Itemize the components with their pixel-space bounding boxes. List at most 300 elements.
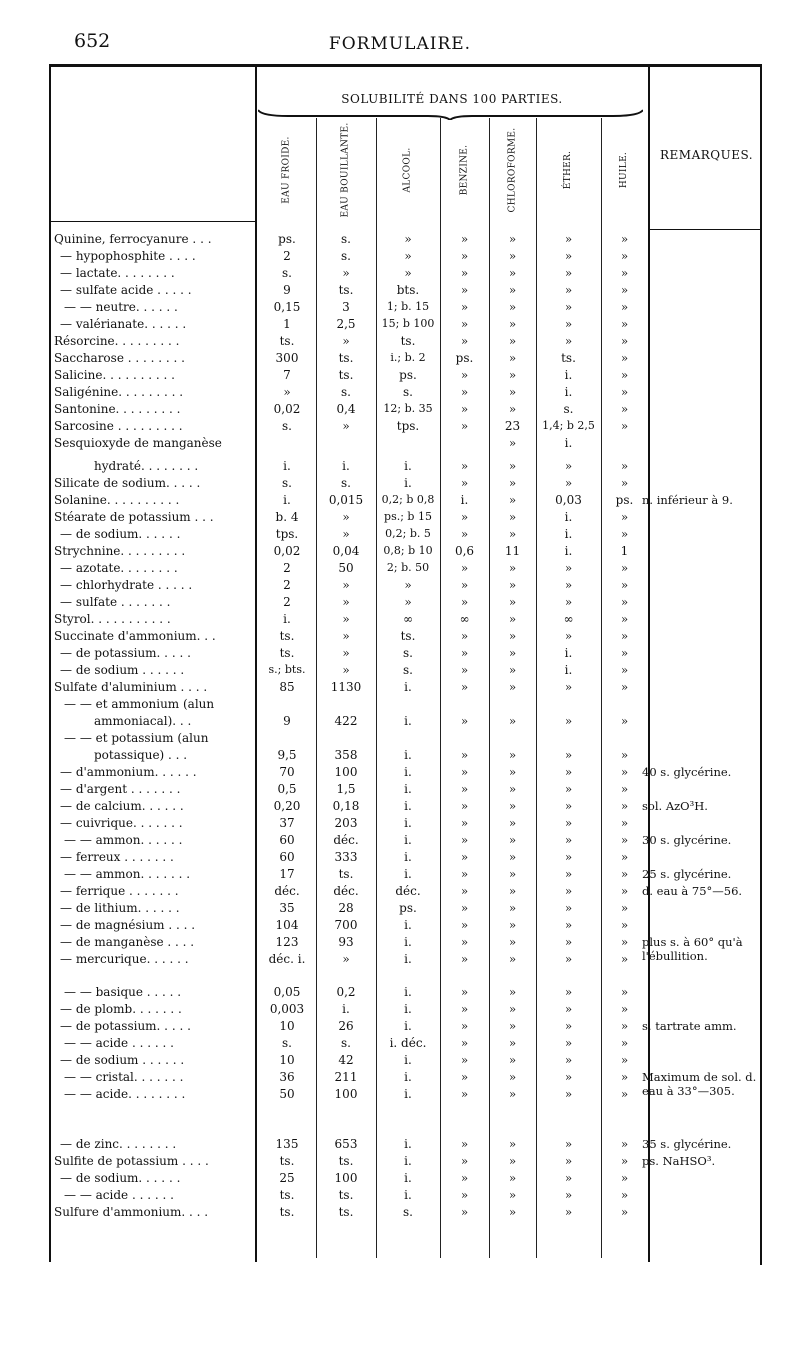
cell-benzine: » bbox=[460, 510, 469, 524]
cell-huile: » bbox=[620, 1070, 629, 1084]
cell-ether: » bbox=[564, 1002, 573, 1016]
cell-chloroforme: » bbox=[508, 561, 517, 575]
cell-benzine: » bbox=[460, 833, 469, 847]
cell-benzine: » bbox=[460, 283, 469, 297]
cell-huile: » bbox=[620, 833, 629, 847]
table-row bbox=[0, 1171, 800, 1188]
table-row bbox=[0, 595, 800, 612]
cell-ether: » bbox=[564, 680, 573, 694]
cell-benzine: » bbox=[460, 782, 469, 796]
table-row bbox=[0, 1188, 800, 1205]
cell-eau-froide: 1 bbox=[283, 317, 291, 331]
table-row bbox=[0, 436, 800, 453]
cell-ether: » bbox=[564, 782, 573, 796]
remarks-header: REMARQUES. bbox=[660, 148, 754, 162]
cell-eau-froide: 17 bbox=[279, 867, 295, 881]
cell-eau-bouillante: i. bbox=[342, 459, 350, 473]
cell-alcool: s. bbox=[403, 385, 413, 399]
cell-huile: » bbox=[620, 1171, 629, 1185]
cell-chloroforme: » bbox=[508, 1137, 517, 1151]
substance-name: — — acide . . . . . . bbox=[64, 1188, 174, 1202]
page-title: FORMULAIRE. bbox=[328, 34, 472, 54]
cell-chloroforme: » bbox=[508, 493, 517, 507]
cell-eau-bouillante: 333 bbox=[334, 850, 358, 864]
cell-eau-froide: 123 bbox=[275, 935, 299, 949]
remark: n. inférieur à 9. bbox=[642, 493, 733, 507]
cell-huile: » bbox=[620, 935, 629, 949]
cell-eau-froide: 0,02 bbox=[273, 402, 301, 416]
cell-huile: » bbox=[620, 680, 629, 694]
cell-ether: » bbox=[564, 1188, 573, 1202]
header-rule-remarks bbox=[648, 229, 760, 230]
cell-benzine: » bbox=[460, 459, 469, 473]
cell-alcool: i. bbox=[404, 1137, 412, 1151]
cell-eau-froide: ts. bbox=[279, 1205, 295, 1219]
cell-benzine: » bbox=[460, 232, 469, 246]
cell-benzine: » bbox=[460, 1154, 469, 1168]
cell-benzine: » bbox=[460, 1070, 469, 1084]
cell-eau-froide: 10 bbox=[279, 1053, 295, 1067]
column-header-label: BENZINE. bbox=[459, 144, 470, 195]
cell-chloroforme: » bbox=[508, 578, 517, 592]
cell-ether: ts. bbox=[561, 351, 576, 365]
cell-chloroforme: 11 bbox=[504, 544, 521, 558]
cell-eau-froide: tps. bbox=[275, 527, 299, 541]
cell-chloroforme: » bbox=[508, 850, 517, 864]
cell-eau-bouillante: 211 bbox=[334, 1070, 358, 1084]
cell-benzine: ps. bbox=[455, 351, 474, 365]
cell-chloroforme: » bbox=[508, 1087, 517, 1101]
cell-alcool: 1; b. 15 bbox=[386, 300, 430, 313]
cell-alcool: » bbox=[404, 249, 412, 263]
cell-huile: » bbox=[620, 918, 629, 932]
cell-alcool: ∞ bbox=[403, 612, 413, 626]
cell-alcool: ps. bbox=[399, 368, 417, 382]
cell-huile: » bbox=[620, 334, 629, 348]
cell-eau-froide: 2 bbox=[283, 595, 291, 609]
cell-benzine: » bbox=[460, 799, 469, 813]
cell-benzine: » bbox=[460, 646, 469, 660]
cell-ether: i. bbox=[564, 368, 573, 382]
cell-ether: » bbox=[564, 1205, 573, 1219]
cell-benzine: » bbox=[460, 1019, 469, 1033]
cell-huile: » bbox=[620, 459, 629, 473]
cell-huile: » bbox=[620, 1036, 629, 1050]
cell-chloroforme: » bbox=[508, 714, 517, 728]
cell-ether: » bbox=[564, 459, 573, 473]
cell-chloroforme: » bbox=[508, 782, 517, 796]
cell-chloroforme: » bbox=[508, 901, 517, 915]
table-row bbox=[0, 1205, 800, 1222]
substance-name: Solanine. . . . . . . . . . bbox=[54, 493, 180, 507]
table-row bbox=[0, 402, 800, 419]
column-header bbox=[601, 122, 648, 217]
cell-alcool: » bbox=[404, 266, 412, 280]
cell-alcool: 12; b. 35 bbox=[383, 402, 433, 415]
cell-benzine: » bbox=[460, 1171, 469, 1185]
cell-alcool: ps.; b 15 bbox=[384, 510, 432, 523]
cell-ether: » bbox=[564, 1137, 573, 1151]
cell-benzine: » bbox=[460, 952, 469, 966]
cell-eau-bouillante: 1,5 bbox=[336, 782, 356, 796]
cell-chloroforme: » bbox=[508, 1154, 517, 1168]
cell-chloroforme: » bbox=[508, 249, 517, 263]
cell-ether: » bbox=[564, 884, 573, 898]
cell-eau-froide: 0,02 bbox=[273, 544, 301, 558]
cell-benzine: » bbox=[460, 419, 469, 433]
cell-benzine: » bbox=[460, 476, 469, 490]
substance-name: Salicine. . . . . . . . . . bbox=[54, 368, 175, 382]
cell-benzine: » bbox=[460, 816, 469, 830]
cell-eau-froide: 9 bbox=[283, 283, 291, 297]
cell-eau-froide: 2 bbox=[283, 249, 291, 263]
substance-name: — de manganèse . . . . bbox=[60, 935, 195, 949]
cell-alcool: i. bbox=[404, 833, 412, 847]
cell-eau-bouillante: 653 bbox=[334, 1137, 358, 1151]
table-row bbox=[0, 561, 800, 578]
cell-alcool: i. bbox=[404, 850, 412, 864]
remark: 40 s. glycérine. bbox=[642, 765, 732, 779]
cell-eau-bouillante: s. bbox=[341, 232, 351, 246]
substance-name: — ferreux . . . . . . . bbox=[60, 850, 174, 864]
table-row bbox=[0, 765, 800, 782]
cell-ether: » bbox=[564, 266, 573, 280]
cell-benzine: » bbox=[460, 748, 469, 762]
cell-ether: i. bbox=[564, 527, 573, 541]
cell-eau-bouillante: ts. bbox=[338, 1154, 354, 1168]
cell-eau-bouillante: 100 bbox=[334, 1087, 358, 1101]
cell-ether: » bbox=[564, 867, 573, 881]
cell-ether: » bbox=[564, 629, 573, 643]
remark: 35 s. glycérine. bbox=[642, 1137, 732, 1151]
table-row bbox=[0, 385, 800, 402]
cell-benzine: » bbox=[460, 765, 469, 779]
cell-huile: » bbox=[620, 266, 629, 280]
cell-alcool: i. bbox=[404, 1019, 412, 1033]
substance-name: — de lithium. . . . . . bbox=[60, 901, 180, 915]
cell-eau-froide: 9,5 bbox=[277, 748, 297, 762]
cell-eau-bouillante: 93 bbox=[338, 935, 354, 949]
remark: plus s. à 60° qu'à l'ébullition. bbox=[642, 935, 743, 963]
substance-name: — — ammon. . . . . . . bbox=[64, 867, 191, 881]
column-header-label: HUILE. bbox=[619, 151, 630, 188]
cell-eau-froide: b. 4 bbox=[275, 510, 299, 524]
substance-name: — ferrique . . . . . . . bbox=[60, 884, 179, 898]
cell-alcool: i. bbox=[404, 714, 412, 728]
substance-name: — mercurique. . . . . . bbox=[60, 952, 189, 966]
cell-ether: » bbox=[564, 952, 573, 966]
cell-eau-bouillante: 0,18 bbox=[332, 799, 360, 813]
remark: d. eau à 75°—56. bbox=[642, 884, 743, 898]
substance-name: Strychnine. . . . . . . . . bbox=[54, 544, 186, 558]
table-row bbox=[0, 300, 800, 317]
cell-huile: » bbox=[620, 985, 629, 999]
cell-chloroforme: » bbox=[508, 918, 517, 932]
cell-ether: » bbox=[564, 1171, 573, 1185]
cell-huile: » bbox=[620, 799, 629, 813]
column-header-label: EAU BOUILLANTE. bbox=[341, 121, 352, 218]
cell-chloroforme: » bbox=[508, 985, 517, 999]
substance-name: — de potassium. . . . . bbox=[60, 1019, 191, 1033]
cell-eau-bouillante: s. bbox=[341, 476, 351, 490]
substance-name: — — neutre. . . . . . bbox=[64, 300, 178, 314]
table-row bbox=[0, 918, 800, 935]
cell-chloroforme: » bbox=[508, 884, 517, 898]
solubility-group-header: SOLUBILITÉ DANS 100 PARTIES. bbox=[341, 92, 563, 106]
page-number: 652 bbox=[74, 30, 111, 52]
cell-eau-bouillante: 358 bbox=[334, 748, 358, 762]
cell-alcool: i.; b. 2 bbox=[390, 351, 426, 364]
cell-eau-froide: 60 bbox=[279, 850, 295, 864]
cell-ether: » bbox=[564, 561, 573, 575]
cell-huile: » bbox=[620, 629, 629, 643]
table-row bbox=[0, 663, 800, 680]
cell-eau-bouillante: ts. bbox=[338, 351, 354, 365]
cell-eau-froide: 36 bbox=[279, 1070, 295, 1084]
cell-chloroforme: 23 bbox=[504, 419, 521, 433]
cell-alcool: » bbox=[404, 595, 412, 609]
substance-name: — — ammon. . . . . . bbox=[64, 833, 183, 847]
cell-chloroforme: » bbox=[508, 799, 517, 813]
cell-eau-froide: i. bbox=[283, 459, 291, 473]
cell-ether: » bbox=[564, 985, 573, 999]
cell-benzine: » bbox=[460, 867, 469, 881]
substance-name: — de sodium . . . . . . bbox=[60, 663, 185, 677]
cell-eau-bouillante: 422 bbox=[334, 714, 358, 728]
cell-eau-bouillante: s. bbox=[341, 385, 351, 399]
cell-eau-bouillante: 50 bbox=[338, 561, 354, 575]
cell-huile: » bbox=[620, 646, 629, 660]
cell-eau-froide: 135 bbox=[275, 1137, 299, 1151]
table-row bbox=[0, 510, 800, 527]
cell-eau-bouillante: ts. bbox=[338, 867, 354, 881]
cell-ether: » bbox=[564, 799, 573, 813]
cell-ether: i. bbox=[564, 510, 573, 524]
cell-huile: » bbox=[620, 748, 629, 762]
cell-huile: » bbox=[620, 1154, 629, 1168]
cell-chloroforme: » bbox=[508, 1019, 517, 1033]
table-row bbox=[0, 527, 800, 544]
cell-chloroforme: » bbox=[508, 402, 517, 416]
cell-alcool: ts. bbox=[400, 334, 416, 348]
cell-eau-bouillante: » bbox=[342, 578, 350, 592]
cell-ether: i. bbox=[564, 544, 573, 558]
cell-benzine: » bbox=[460, 1002, 469, 1016]
cell-benzine: » bbox=[460, 714, 469, 728]
cell-benzine: » bbox=[460, 884, 469, 898]
substance-name: — hypophosphite . . . . bbox=[60, 249, 196, 263]
cell-benzine: » bbox=[460, 629, 469, 643]
cell-huile: » bbox=[620, 419, 629, 433]
cell-alcool: i. bbox=[404, 935, 412, 949]
cell-benzine: » bbox=[460, 385, 469, 399]
substance-name: — — et ammonium (alun bbox=[64, 697, 215, 711]
remark: sol. AzO³H. bbox=[642, 799, 708, 813]
table-row bbox=[0, 351, 800, 368]
remark: 25 s. glycérine. bbox=[642, 867, 732, 881]
cell-eau-froide: ts. bbox=[279, 1154, 295, 1168]
cell-alcool: i. bbox=[404, 680, 412, 694]
cell-eau-froide: 2 bbox=[283, 561, 291, 575]
cell-eau-bouillante: 0,4 bbox=[336, 402, 356, 416]
cell-eau-bouillante: » bbox=[342, 629, 350, 643]
cell-huile: » bbox=[620, 884, 629, 898]
cell-eau-froide: s. bbox=[282, 476, 292, 490]
cell-ether: ∞ bbox=[563, 612, 574, 626]
substance-name: — de sodium. . . . . . bbox=[60, 527, 181, 541]
cell-ether: » bbox=[564, 816, 573, 830]
cell-chloroforme: » bbox=[508, 1205, 517, 1219]
table-row bbox=[0, 419, 800, 436]
cell-benzine: » bbox=[460, 578, 469, 592]
cell-eau-bouillante: » bbox=[342, 334, 350, 348]
remark: s. tartrate amm. bbox=[642, 1019, 737, 1033]
cell-eau-froide: déc. bbox=[274, 884, 300, 898]
substance-name: — lactate. . . . . . . . bbox=[60, 266, 175, 280]
table-row bbox=[0, 232, 800, 249]
cell-benzine: ∞ bbox=[459, 612, 470, 626]
column-header bbox=[489, 122, 536, 217]
column-header-label: CHLOROFORME. bbox=[507, 127, 518, 212]
cell-chloroforme: » bbox=[508, 283, 517, 297]
substance-name: — de zinc. . . . . . . . bbox=[60, 1137, 177, 1151]
substance-name: Santonine. . . . . . . . . bbox=[54, 402, 181, 416]
table-row bbox=[0, 850, 800, 867]
cell-alcool: i. bbox=[404, 1002, 412, 1016]
cell-chloroforme: » bbox=[508, 935, 517, 949]
cell-benzine: » bbox=[460, 300, 469, 314]
table-row bbox=[0, 612, 800, 629]
cell-chloroforme: » bbox=[508, 266, 517, 280]
cell-benzine: » bbox=[460, 561, 469, 575]
cell-eau-froide: 0,5 bbox=[277, 782, 297, 796]
cell-benzine: » bbox=[460, 1137, 469, 1151]
cell-eau-bouillante: ts. bbox=[338, 283, 354, 297]
cell-eau-bouillante: » bbox=[342, 595, 350, 609]
table-row bbox=[0, 249, 800, 266]
cell-ether: i. bbox=[564, 385, 573, 399]
cell-ether: » bbox=[564, 1087, 573, 1101]
cell-eau-froide: 35 bbox=[279, 901, 295, 915]
substance-name: — de sodium . . . . . . bbox=[60, 1053, 185, 1067]
cell-eau-bouillante: 100 bbox=[334, 765, 358, 779]
cell-benzine: » bbox=[460, 334, 469, 348]
cell-chloroforme: » bbox=[508, 612, 517, 626]
cell-huile: » bbox=[620, 283, 629, 297]
cell-eau-froide: 9 bbox=[283, 714, 291, 728]
cell-huile: » bbox=[620, 476, 629, 490]
cell-eau-bouillante: 0,015 bbox=[328, 493, 364, 507]
table-row bbox=[0, 714, 800, 731]
table-row bbox=[0, 952, 800, 969]
cell-huile: » bbox=[620, 510, 629, 524]
cell-chloroforme: » bbox=[508, 765, 517, 779]
substance-name: Succinate d'ammonium. . . bbox=[54, 629, 216, 643]
cell-eau-bouillante: 3 bbox=[342, 300, 350, 314]
substance-name: — de sodium. . . . . . bbox=[60, 1171, 181, 1185]
cell-eau-bouillante: » bbox=[342, 527, 350, 541]
substance-name: — — cristal. . . . . . . bbox=[64, 1070, 184, 1084]
table-row bbox=[0, 476, 800, 493]
cell-benzine: » bbox=[460, 850, 469, 864]
cell-huile: » bbox=[620, 1188, 629, 1202]
cell-alcool: » bbox=[404, 232, 412, 246]
cell-huile: » bbox=[620, 578, 629, 592]
cell-benzine: » bbox=[460, 402, 469, 416]
cell-chloroforme: » bbox=[508, 833, 517, 847]
cell-alcool: i. bbox=[404, 459, 412, 473]
cell-benzine: » bbox=[460, 249, 469, 263]
cell-chloroforme: » bbox=[508, 1036, 517, 1050]
cell-eau-froide: 50 bbox=[279, 1087, 295, 1101]
cell-benzine: » bbox=[460, 595, 469, 609]
cell-alcool: s. bbox=[403, 663, 413, 677]
substance-name: — azotate. . . . . . . . bbox=[60, 561, 178, 575]
substance-name: — chlorhydrate . . . . . bbox=[60, 578, 193, 592]
cell-eau-bouillante: ts. bbox=[338, 1188, 354, 1202]
cell-ether: » bbox=[564, 232, 573, 246]
substance-name: Stéarate de potassium . . . bbox=[54, 510, 214, 524]
cell-huile: » bbox=[620, 1053, 629, 1067]
cell-chloroforme: » bbox=[508, 680, 517, 694]
cell-eau-bouillante: » bbox=[342, 663, 350, 677]
table-row bbox=[0, 1019, 800, 1036]
cell-benzine: » bbox=[460, 918, 469, 932]
cell-eau-froide: ts. bbox=[279, 646, 295, 660]
cell-alcool: i. déc. bbox=[389, 1036, 427, 1050]
substance-name: Sulfite de potassium . . . . bbox=[54, 1154, 209, 1168]
substance-name: Sulfure d'ammonium. . . . bbox=[54, 1205, 209, 1219]
substance-name: — sulfate acide . . . . . bbox=[60, 283, 192, 297]
table-row bbox=[0, 833, 800, 850]
cell-alcool: i. bbox=[404, 1154, 412, 1168]
cell-ether: » bbox=[564, 850, 573, 864]
cell-chloroforme: » bbox=[508, 385, 517, 399]
cell-eau-froide: s. bbox=[282, 266, 292, 280]
cell-eau-bouillante: déc. bbox=[333, 884, 359, 898]
cell-chloroforme: » bbox=[508, 334, 517, 348]
substance-name: — sulfate . . . . . . . bbox=[60, 595, 171, 609]
cell-eau-bouillante: s. bbox=[341, 1036, 351, 1050]
cell-chloroforme: » bbox=[508, 1053, 517, 1067]
cell-ether: i. bbox=[564, 663, 573, 677]
cell-chloroforme: » bbox=[508, 748, 517, 762]
cell-eau-froide: 37 bbox=[279, 816, 295, 830]
table-row bbox=[0, 731, 800, 748]
cell-benzine: » bbox=[460, 663, 469, 677]
cell-chloroforme: » bbox=[508, 1188, 517, 1202]
substance-name: Saccharose . . . . . . . . bbox=[54, 351, 185, 365]
cell-chloroforme: » bbox=[508, 1070, 517, 1084]
substance-name: Saligénine. . . . . . . . . bbox=[54, 385, 184, 399]
cell-ether: » bbox=[564, 1154, 573, 1168]
table-row bbox=[0, 748, 800, 765]
cell-huile: » bbox=[620, 1019, 629, 1033]
cell-huile: » bbox=[620, 782, 629, 796]
cell-alcool: ts. bbox=[400, 629, 416, 643]
cell-huile: ps. bbox=[615, 493, 634, 507]
cell-eau-froide: s.; bts. bbox=[268, 663, 306, 676]
cell-benzine: » bbox=[460, 1205, 469, 1219]
cell-alcool: i. bbox=[404, 1171, 412, 1185]
cell-huile: » bbox=[620, 595, 629, 609]
cell-benzine: » bbox=[460, 985, 469, 999]
table-row bbox=[0, 368, 800, 385]
cell-eau-bouillante: » bbox=[342, 952, 350, 966]
cell-alcool: » bbox=[404, 578, 412, 592]
cell-benzine: » bbox=[460, 680, 469, 694]
substance-name: Styrol. . . . . . . . . . . bbox=[54, 612, 171, 626]
